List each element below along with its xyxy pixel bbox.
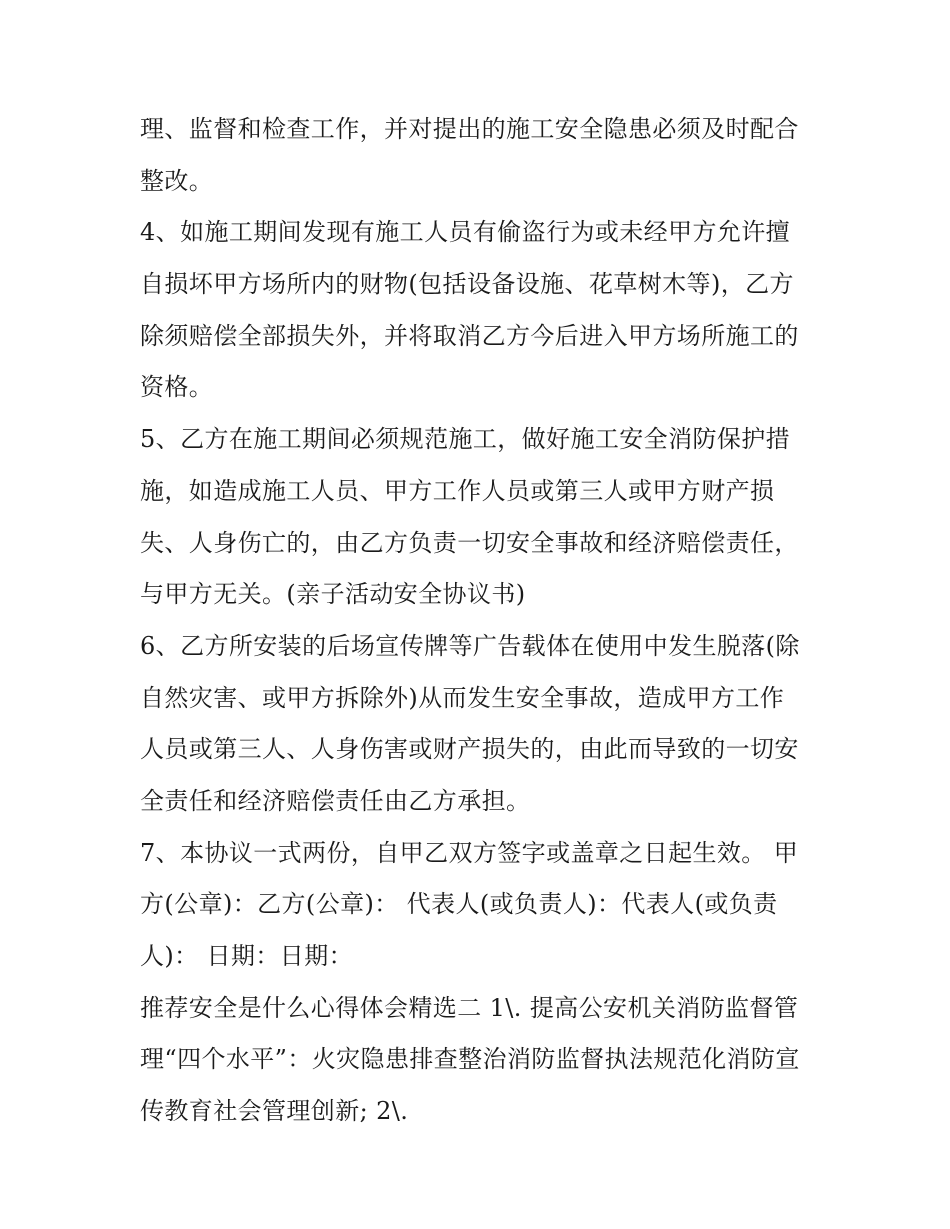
document-body [140,104,820,1138]
text-line: 整改。 [140,166,214,195]
text-line: 传教育社会管理创新; 2\. [140,1097,409,1126]
text-line: 人员或第三人、人身伤害或财产损失的，由此而导致的一切安 [140,735,799,764]
text-line: 资格。 [140,373,214,402]
text-line: 自损坏甲方场所内的财物(包括设备设施、花草树木等)，乙方 [140,270,794,299]
text-line: 失、人身伤亡的，由乙方负责一切安全事故和经济赔偿责任， [140,528,799,557]
text-line: 理、监督和检查工作，并对提出的施工安全隐患必须及时配合 [140,115,799,143]
text-line: 4、如施工期间发现有施工人员有偷盗行为或未经甲方允许擅 [140,218,791,247]
text-line: 施，如造成施工人员、甲方工作人员或第三人或甲方财产损 [140,476,775,505]
text-line: 推荐安全是什么心得体会精选二 1\. 提高公安机关消防监督管 [140,993,799,1022]
text-line: 自然灾害、或甲方拆除外)从而发生安全事故，造成甲方工作 [140,683,785,712]
text-line: 5、乙方在施工期间必须规范施工，做好施工安全消防保护措 [140,425,791,454]
text-line: 理“四个水平”：火灾隐患排查整治消防监督执法规范化消防宣 [140,1045,800,1074]
text-line: 人)： 日期：日期： [140,942,353,970]
text-line: 6、乙方所安装的后场宣传牌等广告载体在使用中发生脱落(除 [140,631,800,660]
text-line: 除须赔偿全部损失外，并将取消乙方今后进入甲方场所施工的 [140,321,799,350]
text-line: 全责任和经济赔偿责任由乙方承担。 [140,786,531,815]
text-line: 7、本协议一式两份，自甲乙双方签字或盖章之日起生效。 甲 [140,838,799,867]
text-line: 与甲方无关。(亲子活动安全协议书) [140,580,526,609]
text-line: 方(公章)：乙方(公章)： 代表人(或负责人)：代表人(或负责 [140,890,778,919]
